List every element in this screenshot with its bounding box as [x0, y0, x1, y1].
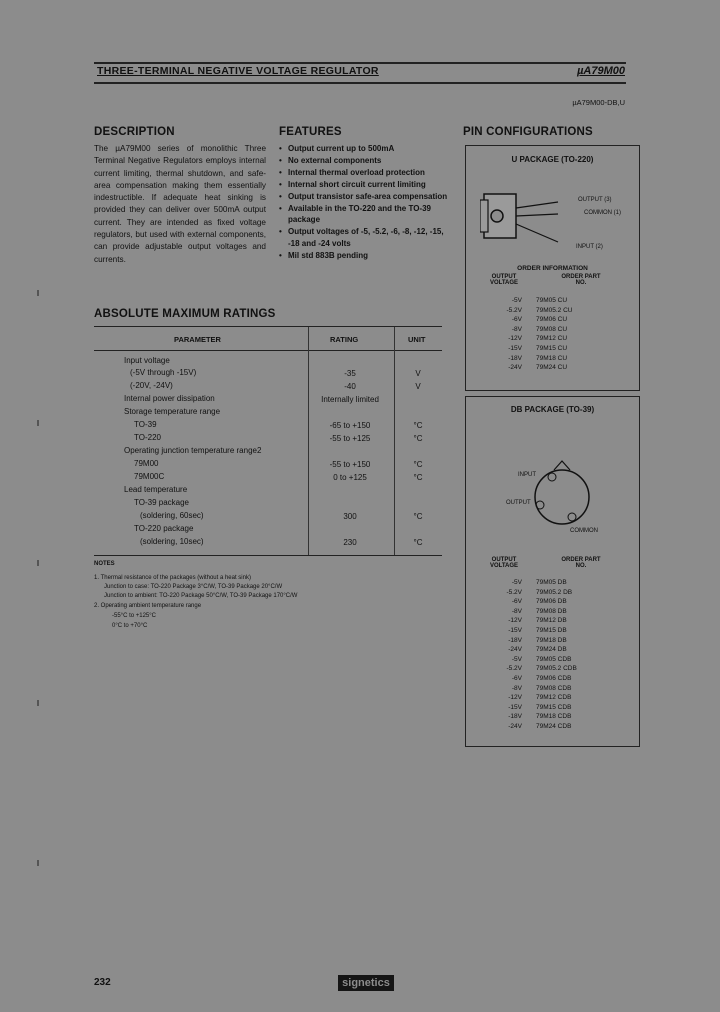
- pin-config-heading: PIN CONFIGURATIONS: [463, 126, 593, 138]
- scan-mark: [37, 290, 39, 296]
- description-text: The µA79M00 series of monolithic Three Terminal Negative Regulators employs internal current limiting, thermal shutdown, and safe-area compensation making them essentially indestructible. If adequate heat sinking is provided they can deliver over 500mA output current. They are intended as fixed voltage regulators, but used with external components, can provide adjustable output voltages and currents.: [94, 144, 266, 264]
- unit-cell: °C: [413, 421, 423, 430]
- order-row: -5V 79M05 CU: [511, 297, 568, 304]
- to39-package-drawing: [532, 449, 592, 539]
- u-col-voltage: OUTPUT VOLTAGE: [489, 274, 519, 286]
- feature-item: • Output voltages of -5, -5.2, -6, -8, -12, -15, -18 and -24 volts: [279, 226, 454, 250]
- db-package-box: [465, 396, 640, 747]
- ratings-heading: ABSOLUTE MAXIMUM RATINGS: [94, 308, 276, 320]
- db-pin-common: COMMON: [570, 528, 598, 534]
- order-row: -24V 79M24 CDB: [508, 722, 572, 730]
- u-order-table: [484, 296, 596, 373]
- order-row: -15V 79M15 CU: [508, 344, 568, 352]
- unit-cell: V: [415, 369, 421, 378]
- db-col-voltage: OUTPUT VOLTAGE: [489, 557, 519, 569]
- order-row: -12V 79M12 CDB: [508, 694, 572, 702]
- rating-cell: -40: [344, 382, 356, 391]
- param-cell: Input voltage: [124, 356, 170, 365]
- feature-item: • Available in the TO-220 and the TO-39 package: [279, 203, 454, 227]
- unit-cell: °C: [413, 538, 423, 547]
- rating-cell: -55 to +125: [329, 434, 371, 443]
- scan-mark: [37, 560, 39, 566]
- note-line: 0°C to +70°C: [112, 623, 148, 629]
- order-row: -6V 79M06 CDB: [511, 674, 572, 682]
- ratings-table-header: [94, 327, 442, 351]
- rating-cell: 0 to +125: [333, 473, 367, 482]
- header-rule-top: [94, 62, 626, 64]
- db-package-title: DB PACKAGE (TO-39): [510, 405, 595, 414]
- u-pin-common: COMMON (1): [584, 210, 621, 216]
- order-row: -12V 79M12 CU: [508, 335, 568, 343]
- param-cell: Internal power dissipation: [124, 394, 215, 403]
- u-package-title: U PACKAGE (TO-220): [511, 155, 594, 164]
- param-cell: TO-220 package: [134, 524, 194, 533]
- order-row: -24V 79M24 CU: [508, 364, 568, 372]
- order-row: -18V 79M18 CDB: [508, 713, 572, 721]
- note-line: 2. Operating ambient temperature range: [94, 603, 202, 609]
- col-unit: UNIT: [408, 335, 426, 344]
- feature-item: • Mil std 883B pending: [279, 250, 454, 262]
- order-info-heading: ORDER INFORMATION: [517, 265, 588, 272]
- page-number: 232: [94, 977, 111, 988]
- feature-item: • No external components: [279, 155, 454, 167]
- order-row: -5V 79M05 CDB: [511, 655, 572, 663]
- note-line: Junction to ambient: TO-220 Package 50°C/W, TO-39 Package 170°C/W: [104, 593, 298, 599]
- u-pin-input: INPUT (2): [576, 244, 603, 250]
- param-cell: Storage temperature range: [124, 407, 221, 416]
- param-cell: TO-220: [134, 433, 161, 442]
- db-pin-output: OUTPUT: [506, 500, 531, 506]
- feature-item: • Internal short circuit current limiting: [279, 179, 454, 191]
- u-pin-output: OUTPUT (3): [578, 197, 612, 203]
- order-row: -6V 79M06 CU: [511, 316, 568, 324]
- order-row: -8V 79M08 CU: [511, 325, 568, 333]
- col-parameter: PARAMETER: [174, 335, 221, 344]
- param-cell: (soldering, 10sec): [140, 537, 204, 546]
- unit-cell: °C: [413, 434, 423, 443]
- unit-cell: V: [415, 382, 421, 391]
- param-cell: Lead temperature: [124, 485, 188, 494]
- feature-item: • Output transistor safe-area compensation: [279, 191, 454, 203]
- order-row: -5.2V 79M05.2 CU: [506, 306, 573, 314]
- notes-heading: NOTES: [94, 561, 115, 567]
- param-cell: 79M00: [134, 459, 159, 468]
- document-title: THREE-TERMINAL NEGATIVE VOLTAGE REGULATOR: [97, 65, 379, 77]
- db-col-part: ORDER PART NO.: [561, 557, 601, 569]
- part-suffix: µA79M00-DB,U: [572, 98, 625, 107]
- col-rating: RATING: [330, 335, 359, 344]
- rating-cell: -65 to +150: [329, 421, 371, 430]
- order-row: -15V 79M15 DB: [508, 626, 567, 634]
- param-cell: (soldering, 60sec): [140, 511, 204, 520]
- unit-cell: °C: [413, 512, 423, 521]
- ratings-table: [94, 326, 442, 556]
- db-pin-input: INPUT: [518, 472, 536, 478]
- order-row: -15V 79M15 CDB: [508, 703, 572, 711]
- u-col-part: ORDER PART NO.: [561, 274, 601, 286]
- note-line: 1. Thermal resistance of the packages (without a heat sink): [94, 575, 251, 581]
- order-row: -5.2V 79M05.2 DB: [506, 588, 573, 596]
- description-heading: DESCRIPTION: [94, 126, 175, 138]
- scan-mark: [37, 420, 39, 426]
- rating-cell: -35: [344, 369, 356, 378]
- unit-cell: °C: [413, 460, 423, 469]
- order-row: -12V 79M12 DB: [508, 617, 567, 625]
- db-order-table: [484, 578, 596, 732]
- order-row: -8V 79M08 DB: [511, 607, 567, 615]
- param-cell: 79M00C: [134, 472, 165, 481]
- param-cell: Operating junction temperature range2: [124, 446, 262, 455]
- rating-cell: Internally limited: [321, 395, 379, 404]
- param-cell: TO-39 package: [134, 498, 189, 507]
- u-package-box: [465, 145, 640, 391]
- param-cell: TO-39: [134, 420, 157, 429]
- scan-mark: [37, 700, 39, 706]
- unit-cell: °C: [413, 473, 423, 482]
- rating-cell: -55 to +150: [329, 460, 371, 469]
- order-row: -18V 79M18 DB: [508, 636, 567, 644]
- param-cell: (-20V, -24V): [130, 381, 173, 390]
- order-row: -5V 79M05 DB: [511, 579, 567, 586]
- feature-item: • Output current up to 500mA: [279, 143, 454, 155]
- order-row: -18V 79M18 CU: [508, 354, 568, 362]
- param-cell: (-5V through -15V): [130, 368, 197, 377]
- order-row: -24V 79M24 DB: [508, 646, 567, 654]
- rating-cell: 230: [343, 538, 357, 547]
- note-line: Junction to case: TO-220 Package 3°C/W, TO-39 Package 20°C/W: [104, 584, 283, 590]
- features-list: [279, 143, 454, 262]
- part-number: µA79M00: [577, 65, 625, 77]
- order-row: -8V 79M08 CDB: [511, 684, 572, 692]
- signetics-logo: signetics: [338, 975, 394, 991]
- order-row: -5.2V 79M05.2 CDB: [506, 665, 577, 673]
- features-heading: FEATURES: [279, 126, 342, 138]
- header-rule-bottom: [94, 82, 626, 84]
- scan-mark: [37, 860, 39, 866]
- to220-package-drawing: [480, 186, 560, 258]
- feature-item: • Internal thermal overload protection: [279, 167, 454, 179]
- rating-cell: 300: [343, 512, 357, 521]
- order-row: -6V 79M06 DB: [511, 598, 567, 606]
- note-line: -55°C to +125°C: [112, 613, 156, 619]
